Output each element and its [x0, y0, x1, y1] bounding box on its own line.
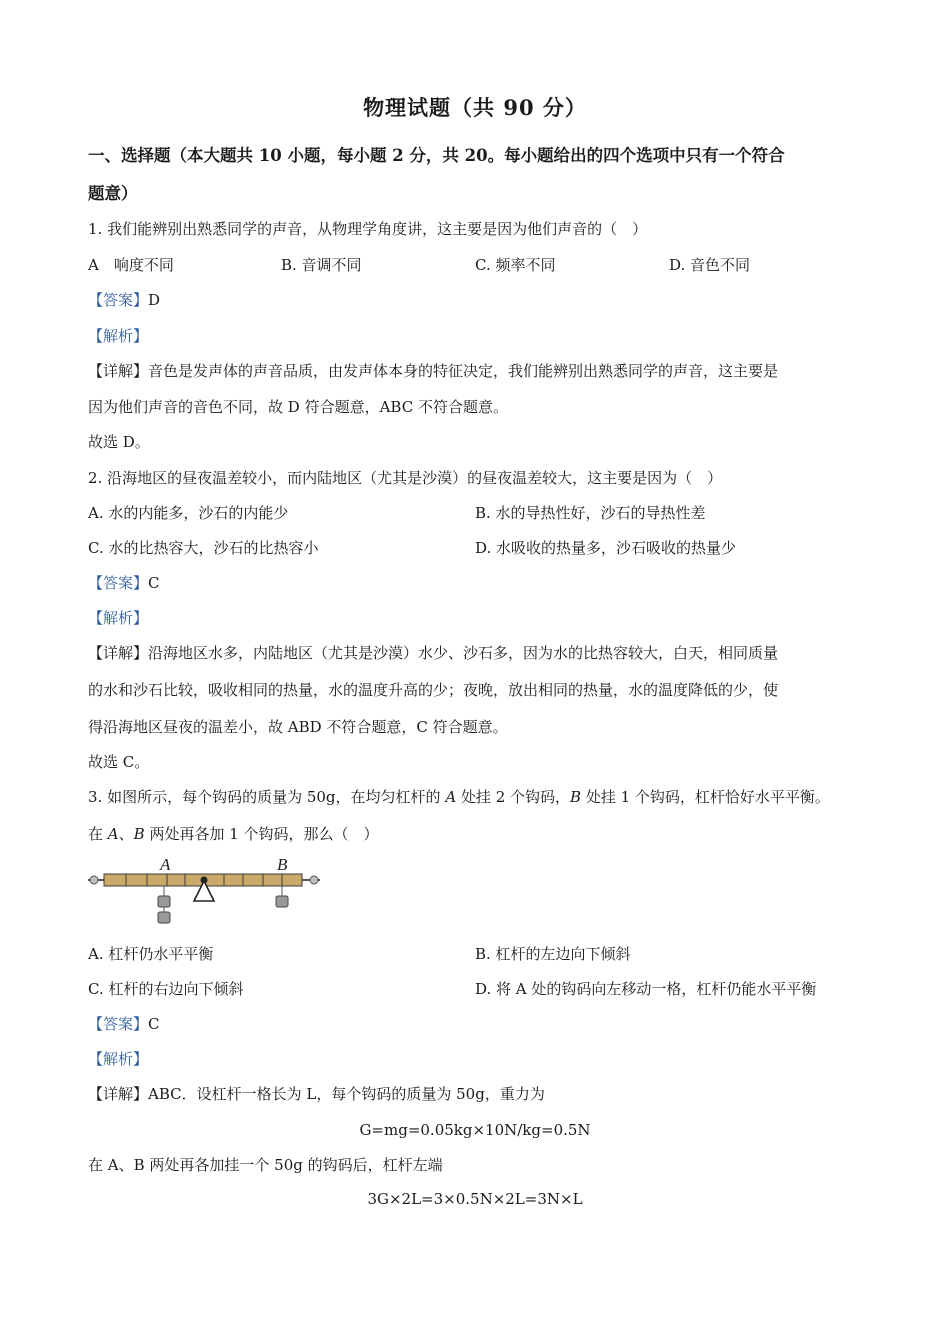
q1-option-c: C. 频率不同 [475, 256, 556, 274]
answer-tag: 【答案】 [88, 1015, 149, 1033]
q1-analysis-row [88, 326, 148, 346]
q1-option-a: A 响度不同 [88, 256, 174, 274]
q3-option-b: B. 杠杆的左边向下倾斜 [475, 945, 631, 963]
weights-at-a [158, 886, 170, 923]
label-b: B [277, 855, 288, 874]
q3-formula2: 3G×2L=3×0.5N×2L=3N×L [367, 1190, 583, 1208]
q3-formula1: G=mg=0.05kg×10N/kg=0.5N [359, 1121, 591, 1139]
q2-detail-text1: 沿海地区水多，内陆地区（尤其是沙漠）水少、沙石多，因为水的比热容较大，白天，相同质量 [148, 644, 779, 662]
q1-detail-line2: 因为他们声音的音色不同，故 D 符合题意，ABC 不符合题意。 [88, 398, 508, 416]
detail-tag: 【详解】 [88, 644, 149, 662]
q1-detail-text1: 音色是发声体的声音品质，由发声体本身的特征决定，我们能辨别出熟悉同学的声音，这主要是 [148, 362, 779, 380]
q3-analysis-row [88, 1049, 148, 1069]
lever-left-knob [90, 876, 98, 884]
q1-answer-row [88, 290, 160, 310]
q2-detail-line2: 的水和沙石比较，吸收相同的热量，水的温度升高的少；夜晚，放出相同的热量，水的温度降低的少，使 [88, 681, 779, 699]
lever-right-knob [310, 876, 318, 884]
q1-option-d: D. 音色不同 [669, 256, 751, 274]
q2-conclusion: 故选 C。 [88, 753, 150, 771]
q1-option-b: B. 音调不同 [281, 256, 362, 274]
q3-detail-text1: ABC．设杠杆一格长为 L，每个钩码的质量为 50g，重力为 [148, 1085, 545, 1103]
q3-stem-line1: 3. 如图所示，每个钩码的质量为 50g，在均匀杠杆的 A 处挂 2 个钩码，B 处挂 1 个钩码，杠杆恰好水平平衡。 [88, 788, 830, 806]
weight-at-b [276, 886, 288, 907]
q2-detail-line1 [88, 643, 778, 663]
q2-stem: 2. 沿海地区的昼夜温差较小，而内陆地区（尤其是沙漠）的昼夜温差较大，这主要是因为（ ） [88, 469, 723, 487]
q3-answer-row [88, 1014, 160, 1034]
page-title: 物理试题（共 90 分） [363, 95, 587, 120]
q2-answer: C [148, 574, 160, 592]
q3-option-a: A. 杠杆仍水平平衡 [88, 945, 214, 963]
q3-stem-line2: 在 A、B 两处再各加 1 个钩码，那么（ ） [88, 825, 379, 843]
analysis-tag: 【解析】 [88, 1050, 149, 1068]
detail-tag: 【详解】 [88, 362, 149, 380]
q3-detail-line1 [88, 1084, 545, 1104]
analysis-tag: 【解析】 [88, 609, 149, 627]
q3-option-d: D. 将 A 处的钩码向左移动一格，杠杆仍能水平平衡 [475, 980, 817, 998]
q2-detail-line3: 得沿海地区昼夜的温差小，故 ABD 不符合题意，C 符合题意。 [88, 718, 508, 736]
q2-option-a: A. 水的内能多，沙石的内能少 [88, 504, 289, 522]
q1-detail-line1 [88, 361, 778, 381]
detail-tag: 【详解】 [88, 1085, 149, 1103]
q2-option-b: B. 水的导热性好，沙石的导热性差 [475, 504, 706, 522]
q2-analysis-row [88, 608, 148, 628]
label-a: A [160, 855, 171, 874]
answer-tag: 【答案】 [88, 574, 149, 592]
q3-answer: C [148, 1015, 160, 1033]
section-heading-line2: 题意） [88, 184, 138, 203]
q2-option-d: D. 水吸收的热量多，沙石吸收的热量少 [475, 539, 737, 557]
q2-answer-row [88, 573, 160, 593]
q3-detail-line2: 在 A、B 两处再各加挂一个 50g 的钩码后，杠杆左端 [88, 1156, 443, 1174]
q1-answer: D [148, 291, 161, 309]
lever-diagram [86, 852, 326, 928]
q2-option-c: C. 水的比热容大，沙石的比热容小 [88, 539, 319, 557]
q1-conclusion: 故选 D。 [88, 433, 150, 451]
q1-stem: 1. 我们能辨别出熟悉同学的声音，从物理学角度讲，这主要是因为他们声音的（ ） [88, 220, 648, 238]
answer-tag: 【答案】 [88, 291, 149, 309]
q3-option-c: C. 杠杆的右边向下倾斜 [88, 980, 244, 998]
section-heading-line1: 一、选择题（本大题共 10 小题，每小题 2 分，共 20。每小题给出的四个选项中只有一个符合 [88, 146, 785, 165]
analysis-tag: 【解析】 [88, 327, 149, 345]
